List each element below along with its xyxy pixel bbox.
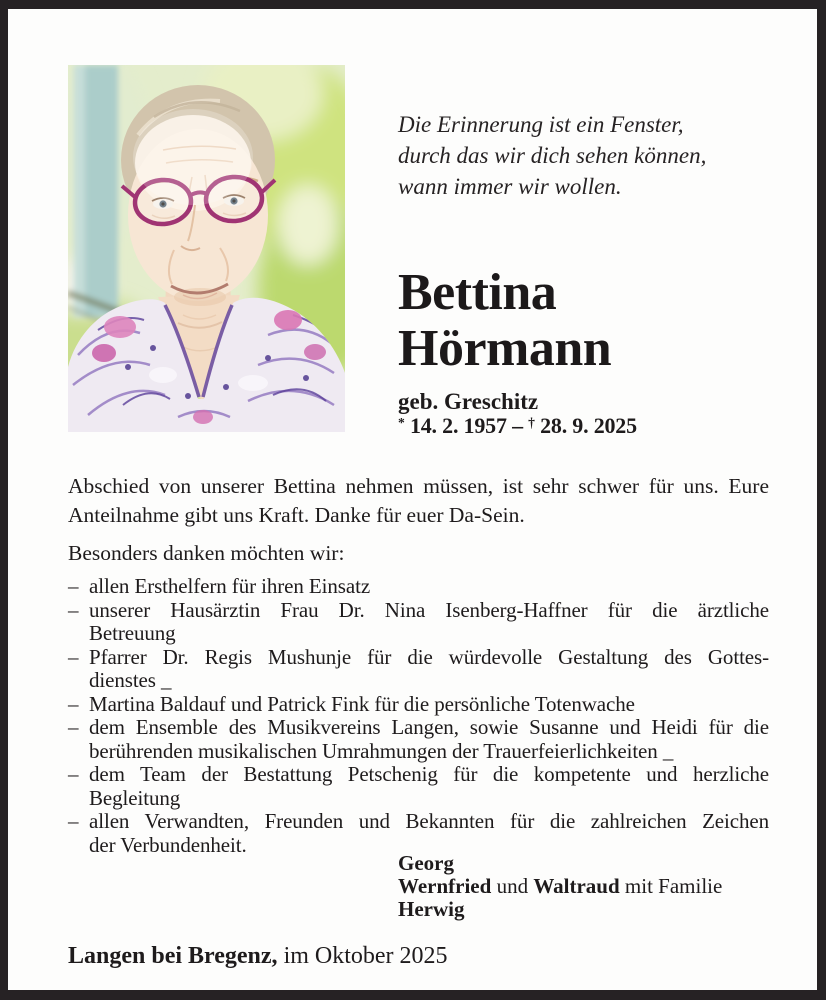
portrait-photo xyxy=(68,65,345,432)
quote-line: wann immer wir wollen. xyxy=(398,174,622,199)
place-name: Langen bei Bregenz, xyxy=(68,943,278,969)
thanks-item xyxy=(68,716,769,763)
list-dash: – xyxy=(68,715,79,739)
farewell-line: Abschied von unserer Bettina nehmen müssen, ist sehr schwer für uns. Eure xyxy=(68,474,769,498)
thanks-item xyxy=(68,646,769,693)
thanks-item-line: dienstes _ xyxy=(89,668,172,692)
farewell-line: Anteilnahme gibt uns Kraft. Danke für euer Da-Sein. xyxy=(68,503,525,527)
thanks-item xyxy=(68,763,769,810)
thanks-item-line: allen Verwandten, Freunden und Bekannten für die zahlreichen Zeichen xyxy=(89,809,769,833)
dates-separator: – xyxy=(512,413,529,438)
thanks-item xyxy=(68,693,769,717)
quote-line: durch das wir dich sehen können, xyxy=(398,143,707,168)
death-date: 28. 9. 2025 xyxy=(540,413,637,438)
family-signature xyxy=(398,852,778,921)
thanks-item-line: der Verbundenheit. xyxy=(89,832,247,857)
place-date-line xyxy=(68,941,668,971)
list-dash: – xyxy=(68,644,79,669)
signatory-name: Wernfried xyxy=(398,874,492,898)
list-dash: – xyxy=(68,691,79,716)
list-dash: – xyxy=(68,809,79,833)
memorial-quote xyxy=(398,109,728,202)
thanks-item-line: Pfarrer Dr. Regis Mushunje für die würdevolle Gestaltung des Gottes- xyxy=(89,644,769,669)
quote-line: Die Erinnerung ist ein Fenster, xyxy=(398,112,684,137)
list-dash: – xyxy=(68,597,79,622)
thanks-item-line: berührenden musikalischen Umrahmungen der Trauerfeierlichkeiten _ xyxy=(89,738,674,763)
signature-line xyxy=(398,875,778,898)
body-text xyxy=(68,472,769,857)
signatory-name: Waltraud xyxy=(533,874,620,898)
deceased-name-block xyxy=(398,265,768,441)
thanks-item-line: unserer Hausärztin Frau Dr. Nina Isenberg-Haffner für die ärztliche xyxy=(89,597,769,622)
signature-suffix: mit Familie xyxy=(624,874,723,898)
signature-connector: und xyxy=(496,874,529,898)
thanks-item-line: dem Ensemble des Musikvereins Langen, sowie Susanne und Heidi für die xyxy=(89,715,769,739)
thanks-item xyxy=(68,575,769,599)
signature-line xyxy=(398,852,778,875)
list-dash: – xyxy=(68,574,79,598)
thanks-item-line: dem Team der Bestattung Petschenig für die kompetente und herzliche xyxy=(89,762,769,786)
thanks-heading: Besonders danken möchten wir: xyxy=(68,541,345,565)
thanks-item xyxy=(68,810,769,857)
obituary-card xyxy=(8,9,817,990)
thanks-item-line: Betreuung xyxy=(89,621,176,645)
signature-line xyxy=(398,898,778,921)
birth-symbol: * xyxy=(398,414,405,430)
thanks-item-line: allen Ersthelfern für ihren Einsatz xyxy=(89,574,371,598)
publication-date: im Oktober 2025 xyxy=(283,943,448,969)
life-dates xyxy=(398,414,768,441)
thanks-list xyxy=(68,575,769,857)
maiden-name: geb. Greschitz xyxy=(398,389,539,414)
thanks-item-line: Begleitung xyxy=(89,785,181,810)
signatory-name: Georg xyxy=(398,851,454,875)
birth-date: 14. 2. 1957 xyxy=(409,413,507,438)
deceased-last-name: Hörmann xyxy=(398,320,612,377)
death-symbol: † xyxy=(528,414,535,430)
thanks-item xyxy=(68,599,769,646)
list-dash: – xyxy=(68,762,79,786)
signatory-name: Herwig xyxy=(398,897,465,921)
thanks-item-line: Martina Baldauf und Patrick Fink für die persönliche Totenwache xyxy=(89,691,635,716)
deceased-first-name: Bettina xyxy=(398,264,557,321)
farewell-paragraph xyxy=(68,472,769,530)
portrait-illustration xyxy=(68,65,345,432)
